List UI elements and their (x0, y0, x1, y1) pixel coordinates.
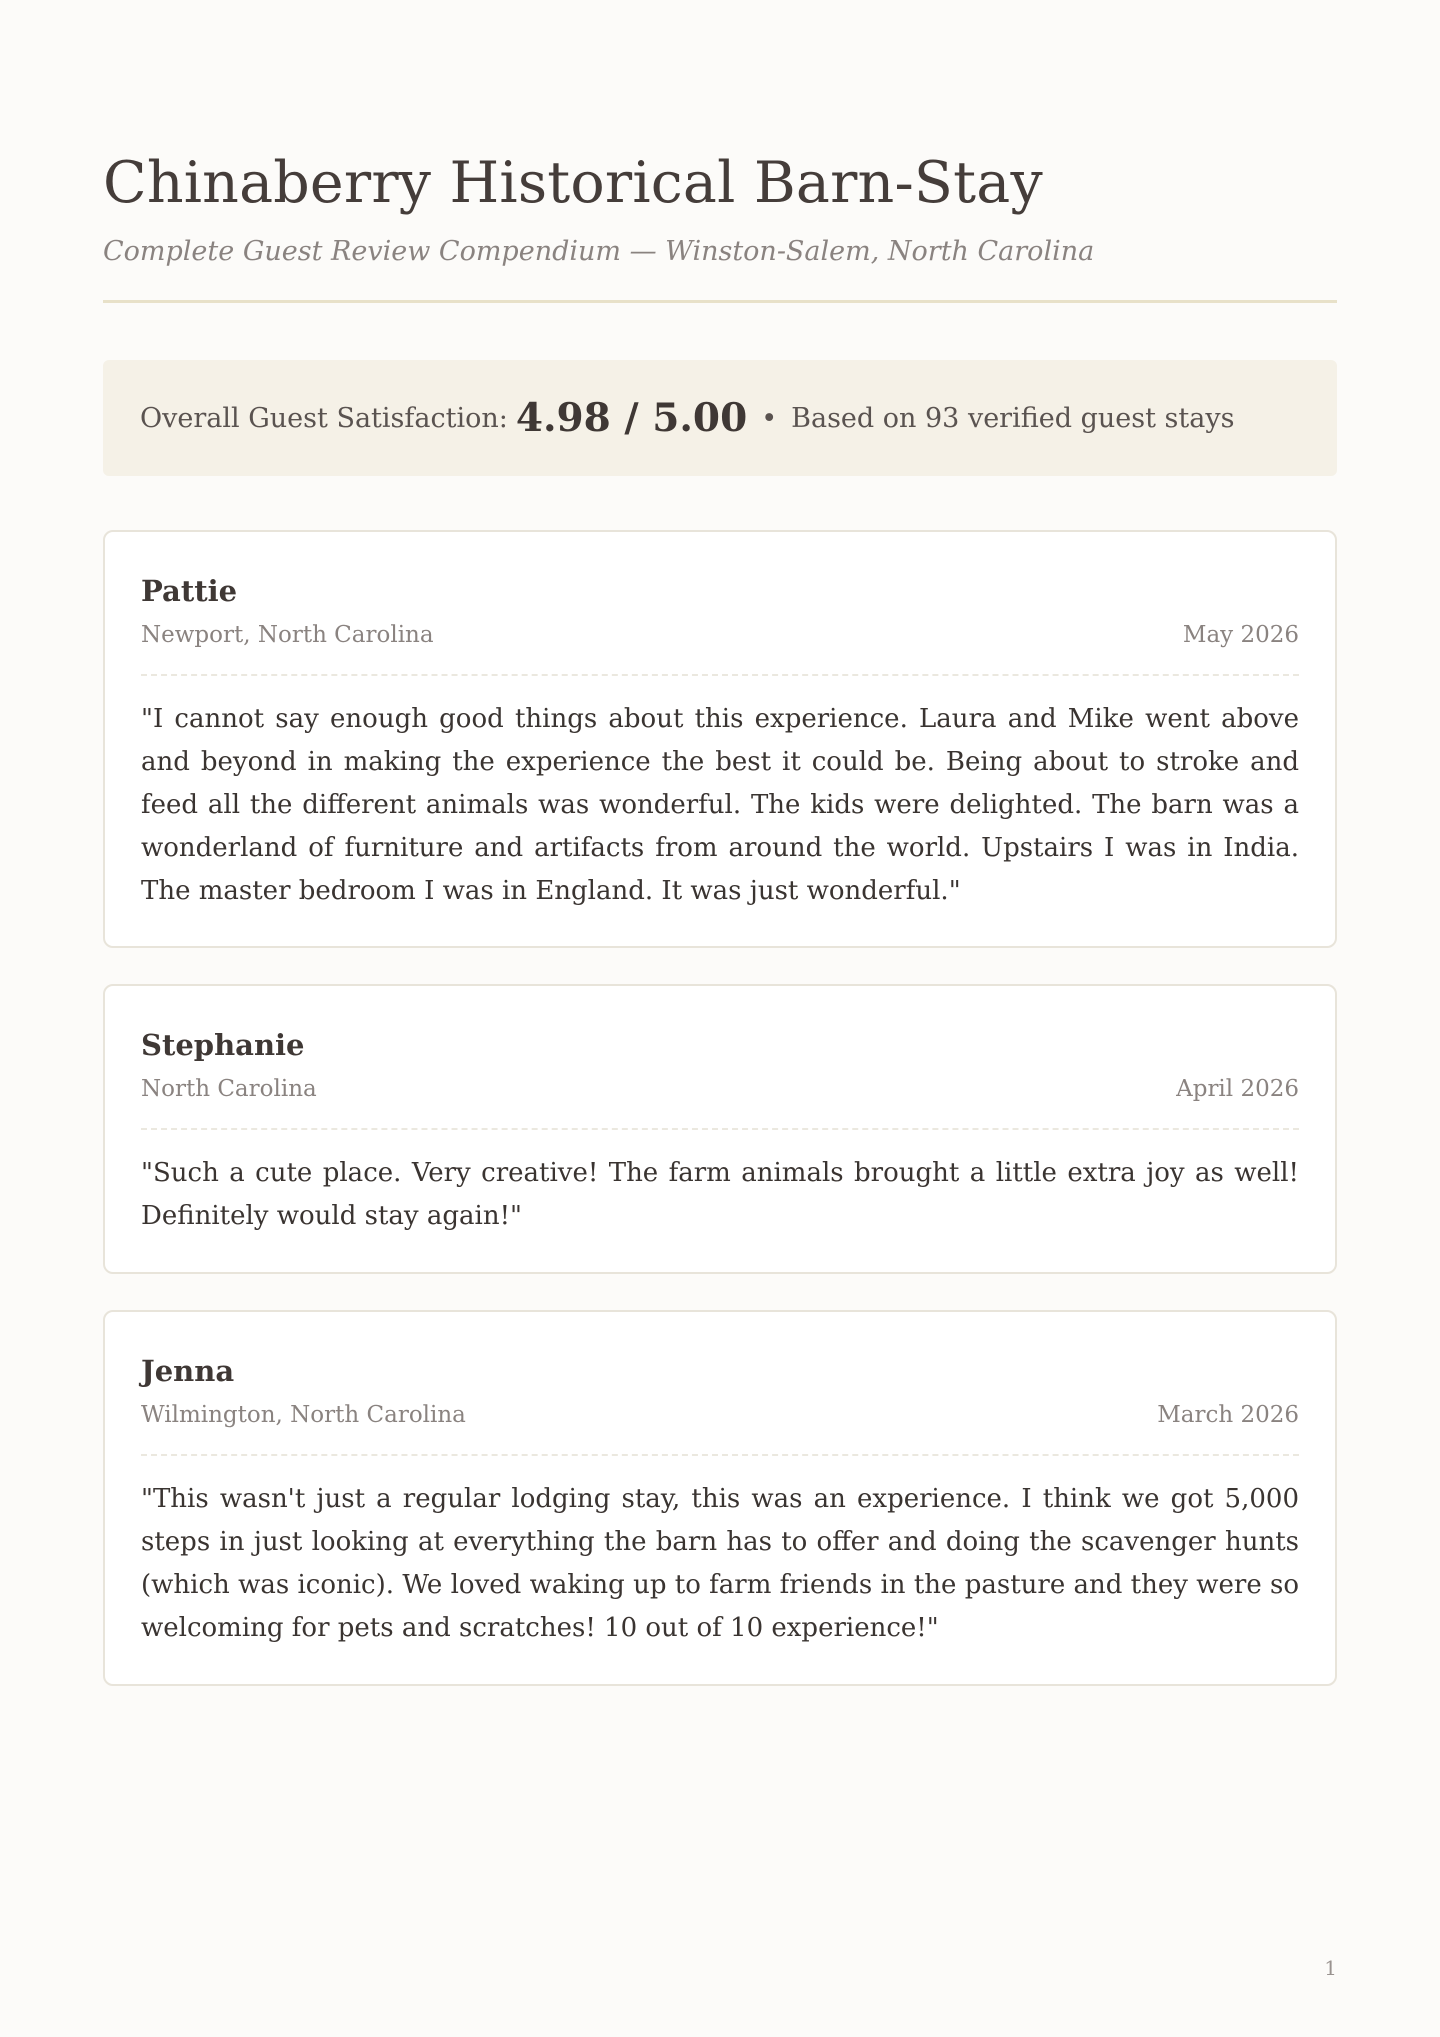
page-title: Chinaberry Historical Barn-Stay (103, 150, 1043, 216)
review-card (103, 984, 1337, 1274)
page-subtitle: Complete Guest Review Compendium — Winston-Salem, North Carolina (103, 236, 1095, 267)
satisfaction-summary (103, 360, 1337, 476)
review-date: May 2026 (1182, 622, 1299, 648)
reviewer-name: Pattie (141, 574, 238, 608)
reviewer-location: Newport, North Carolina (141, 622, 434, 648)
summary-separator: • (761, 402, 778, 434)
page-number: 1 (1324, 1956, 1337, 1980)
review-basis: Based on 93 verified guest stays (791, 402, 1235, 434)
review-divider (141, 1454, 1299, 1456)
satisfaction-score: 4.98 / 5.00 (515, 395, 748, 441)
title-divider (103, 300, 1337, 303)
satisfaction-label: Overall Guest Satisfaction: (140, 402, 508, 434)
review-text: "Such a cute place. Very creative! The farm animals brought a little extra joy as well! Definitely would stay again!" (141, 1158, 1299, 1231)
reviewer-location: Wilmington, North Carolina (141, 1402, 466, 1428)
review-text: "This wasn't just a regular lodging stay, this was an experience. I think we got 5,000 steps in just looking at everything the barn has to offer and doing the scavenger hunts (which was iconic). We loved waking up to farm friends in the pasture and they were so welcoming for pets and scratches! 10 out of 10 experience!" (141, 1484, 1299, 1643)
review-divider (141, 674, 1299, 676)
review-card (103, 1310, 1337, 1686)
review-card (103, 530, 1337, 948)
review-divider (141, 1128, 1299, 1130)
review-date: March 2026 (1157, 1402, 1299, 1428)
reviewer-name: Jenna (141, 1354, 235, 1388)
reviewer-name: Stephanie (141, 1028, 305, 1062)
review-text: "I cannot say enough good things about this experience. Laura and Mike went above and beyond in making the experience the best it could be. Being about to stroke and feed all the different animals was wonderful. The kids were delighted. The barn was a wonderland of furniture and artifacts from around the world. Upstairs I was in India. The master bedroom I was in England. It was just wonderful." (141, 704, 1299, 906)
reviewer-location: North Carolina (141, 1076, 317, 1102)
review-date: April 2026 (1176, 1076, 1299, 1102)
